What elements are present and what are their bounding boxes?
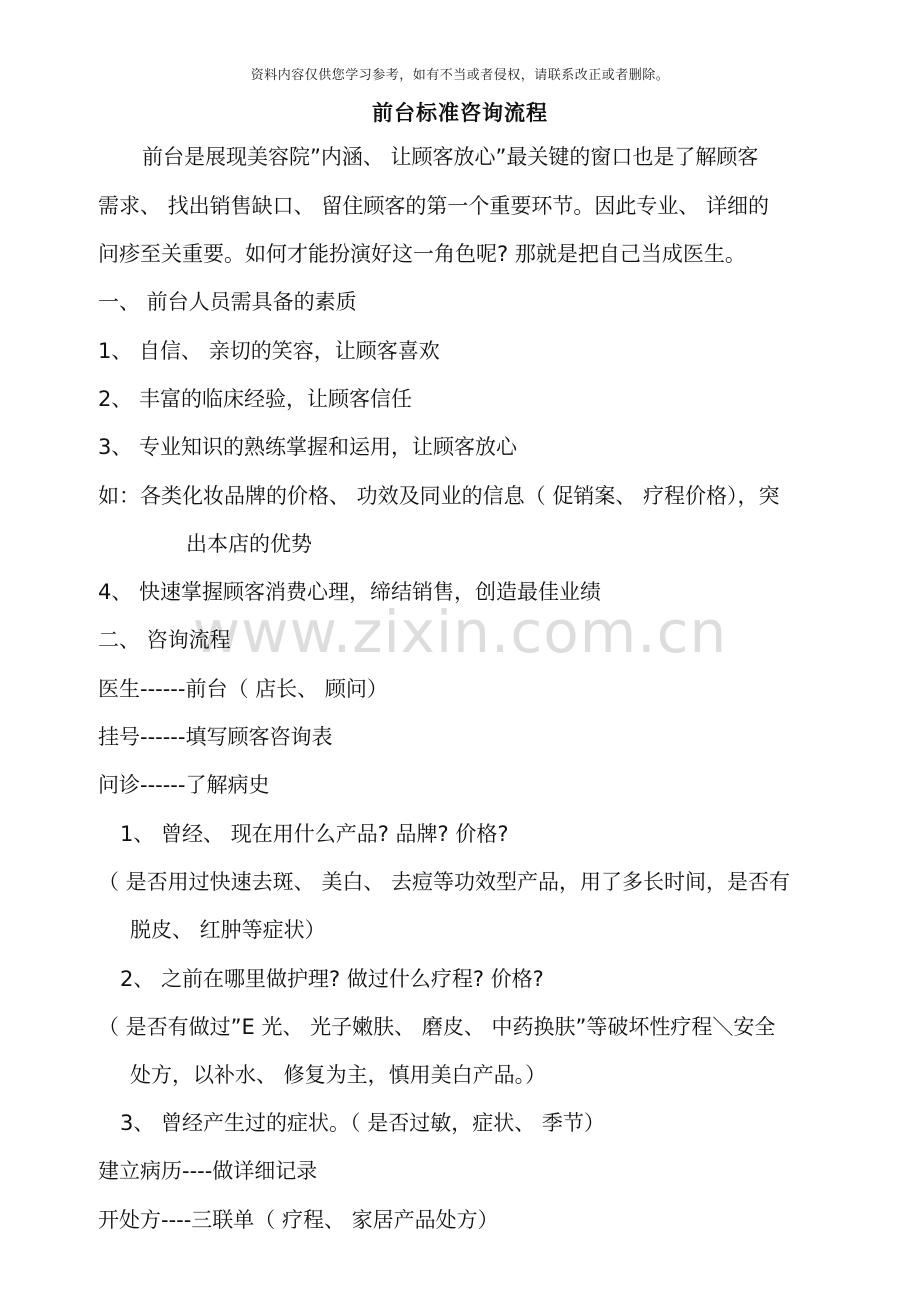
section-heading-qualities: 一、 前台人员需具备的素质 bbox=[98, 290, 357, 314]
flow-step-doctor: 医生------前台（ 店长、 顾问） bbox=[98, 677, 388, 701]
example-line-2: 出本店的优势 bbox=[186, 532, 312, 556]
list-item-3: 3、 专业知识的熟练掌握和运用，让顾客放心 bbox=[98, 435, 518, 459]
watermark: www.zixin.com.cn bbox=[192, 598, 728, 666]
list-item-4: 4、 快速掌握顾客消费心理，缔结销售，创造最佳业绩 bbox=[98, 580, 602, 604]
question-2: 2、 之前在哪里做护理? 做过什么疗程? 价格? bbox=[120, 967, 544, 991]
question-3: 3、 曾经产生过的症状。（ 是否过敏，症状、 季节） bbox=[120, 1111, 605, 1135]
list-item-2: 2、 丰富的临床经验，让顾客信任 bbox=[98, 387, 413, 411]
question-1-note-line-1: （ 是否用过快速去斑、 美白、 去痘等功效型产品，用了多长时间，是否有 bbox=[98, 870, 791, 894]
section-heading-process: 二、 咨询流程 bbox=[98, 628, 231, 652]
intro-paragraph-line-3: 问疹至关重要。如何才能扮演好这一角色呢? 那就是把自己当成医生。 bbox=[98, 242, 746, 266]
flow-step-consult: 问诊------了解病史 bbox=[98, 773, 270, 797]
document-title: 前台标准咨询流程 bbox=[372, 101, 548, 125]
question-1-note-line-2: 脱皮、 红肿等症状） bbox=[130, 918, 326, 942]
flow-step-record: 建立病历----做详细记录 bbox=[98, 1159, 318, 1183]
question-2-note-line-2: 处方，以补水、 修复为主，慎用美白产品。） bbox=[130, 1063, 547, 1087]
disclaimer-header: 资料内容仅供您学习参考，如有不当或者侵权，请联系改正或者删除。 bbox=[250, 68, 670, 83]
flow-step-register: 挂号------填写顾客咨询表 bbox=[98, 725, 333, 749]
intro-paragraph-line-2: 需求、 找出销售缺口、 留住顾客的第一个重要环节。因此专业、 详细的 bbox=[98, 194, 770, 218]
question-2-note-line-1: （ 是否有做过”E 光、 光子嫩肤、 磨皮、 中药换肤”等破坏性疗程＼安全 bbox=[98, 1015, 776, 1039]
list-item-1: 1、 自信、 亲切的笑容，让顾客喜欢 bbox=[98, 339, 440, 363]
intro-paragraph-line-1: 前台是展现美容院”内涵、 让顾客放心”最关键的窗口也是了解顾客 bbox=[142, 145, 759, 169]
question-1: 1、 曾经、 现在用什么产品? 品牌? 价格? bbox=[120, 822, 509, 846]
example-line-1: 如：各类化妆品牌的价格、 功效及同业的信息（ 促销案、 疗程价格），突 bbox=[98, 484, 780, 508]
flow-step-prescription: 开处方----三联单（ 疗程、 家居产品处方） bbox=[98, 1208, 499, 1232]
